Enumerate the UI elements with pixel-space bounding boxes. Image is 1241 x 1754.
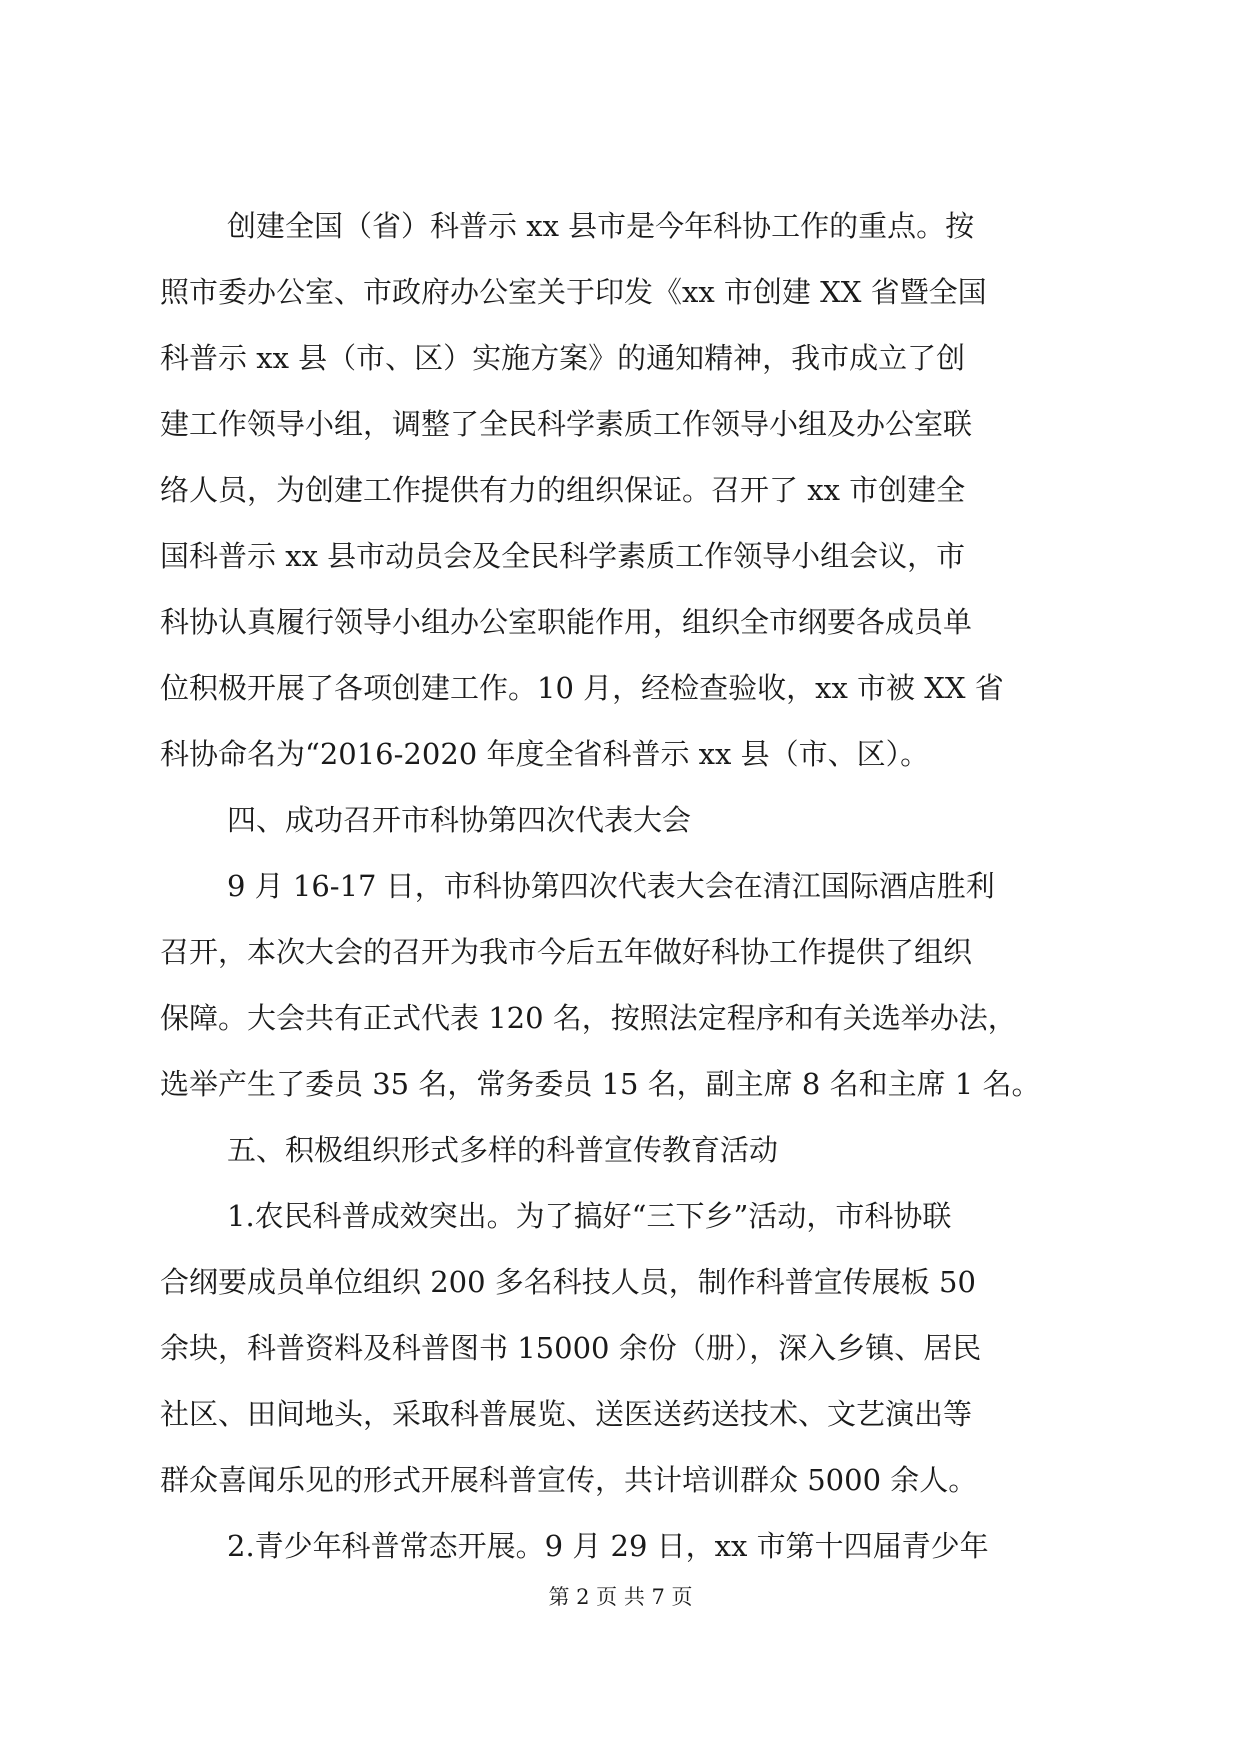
body-line: 1.农民科普成效突出。为了搞好“三下乡”活动，市科协联 xyxy=(227,1199,952,1233)
body-line: 科协命名为“2016-2020 年度全省科普示 xx 县（市、区）。 xyxy=(160,737,930,771)
body-line: 2.青少年科普常态开展。9 月 29 日，xx 市第十四届青少年 xyxy=(227,1529,989,1563)
body-line: 科普示 xx 县（市、区）实施方案》的通知精神，我市成立了创 xyxy=(160,341,966,375)
page-number-footer: 第 2 页 共 7 页 xyxy=(548,1585,693,1609)
body-line: 合纲要成员单位组织 200 多名科技人员，制作科普宣传展板 50 xyxy=(160,1265,976,1299)
body-line: 建工作领导小组，调整了全民科学素质工作领导小组及办公室联 xyxy=(160,407,973,441)
body-line: 群众喜闻乐见的形式开展科普宣传，共计培训群众 5000 余人。 xyxy=(160,1463,978,1497)
body-line: 社区、田间地头，采取科普展览、送医送药送技术、文艺演出等 xyxy=(160,1397,973,1431)
body-line: 位积极开展了各项创建工作。10 月，经检查验收，xx 市被 XX 省 xyxy=(160,671,1004,705)
body-line: 创建全国（省）科普示 xx 县市是今年科协工作的重点。按 xyxy=(227,209,975,243)
body-line: 召开，本次大会的召开为我市今后五年做好科协工作提供了组织 xyxy=(160,935,973,969)
section-heading: 四、成功召开市科协第四次代表大会 xyxy=(227,803,692,837)
body-line: 9 月 16-17 日，市科协第四次代表大会在清江国际酒店胜利 xyxy=(227,869,995,903)
body-line: 余块，科普资料及科普图书 15000 余份（册），深入乡镇、居民 xyxy=(160,1331,982,1365)
body-line: 照市委办公室、市政府办公室关于印发《xx 市创建 XX 省暨全国 xyxy=(160,275,987,309)
body-line: 保障。大会共有正式代表 120 名，按照法定程序和有关选举办法， xyxy=(160,1001,1017,1035)
body-line: 选举产生了委员 35 名，常务委员 15 名，副主席 8 名和主席 1 名。 xyxy=(160,1067,1041,1101)
section-heading: 五、积极组织形式多样的科普宣传教育活动 xyxy=(227,1133,779,1167)
body-line: 络人员，为创建工作提供有力的组织保证。召开了 xx 市创建全 xyxy=(160,473,966,507)
body-line: 国科普示 xx 县市动员会及全民科学素质工作领导小组会议，市 xyxy=(160,539,966,573)
body-line: 科协认真履行领导小组办公室职能作用，组织全市纲要各成员单 xyxy=(160,605,973,639)
